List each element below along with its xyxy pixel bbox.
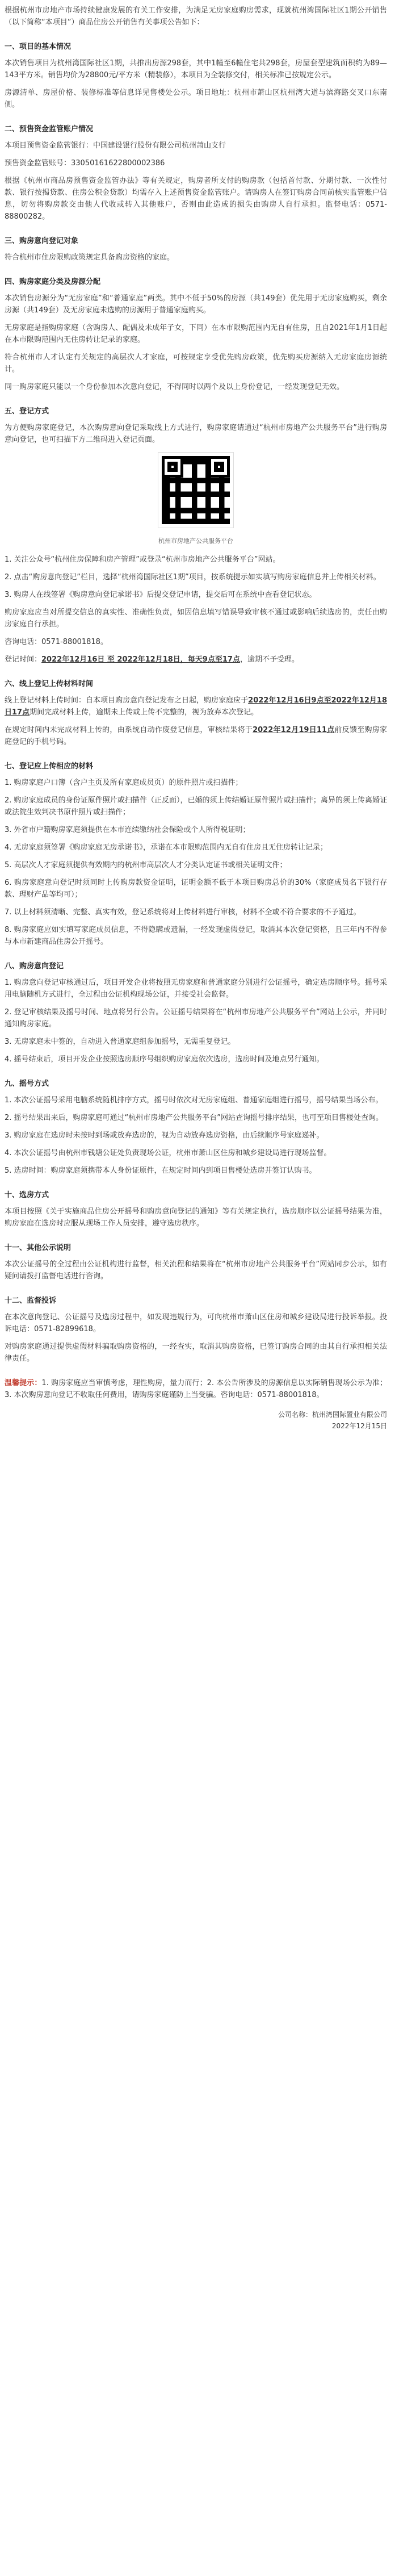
section-title: 九、摇号方式 (5, 1080, 49, 1088)
label: 登记时间： (5, 655, 42, 664)
paragraph: 本项目预售资金监管银行：中国建设银行股份有限公司杭州萧山支行 (5, 141, 226, 150)
text: 前反馈至购房家庭登记的手机号码。 (5, 726, 387, 746)
paragraph: 无房家庭是指购房家庭（含购房人、配偶及未成年子女，下同）在本市限购范围内无自有住房，且自2021年1月1日起在本市限购范围内无住房转让记录的家庭。 (5, 324, 387, 344)
section-title: 四、购房家庭分类及房源分配 (5, 278, 101, 286)
section-registration-target (5, 235, 387, 264)
section-title: 六、线上登记上传材料时间 (5, 680, 94, 688)
text: ，逾期不予受理。 (239, 655, 299, 664)
section-other-notes (5, 1242, 387, 1282)
paragraph: 1. 购房意向登记审核通过后，项目开发企业将按照无房家庭和普通家庭分别进行公证摇号，确定选房顺序号。摇号采用电脑随机方式进行，全过程由公证机构现场公证，并接受社会监督。 (5, 978, 387, 999)
list-item: 7. 以上材料须清晰、完整、真实有效，登记系统将对上传材料进行审核，材料不全或不符合要求的不予通过。 (5, 908, 361, 917)
paragraph: 本次公证摇号的全过程由公证机构进行监督，相关流程和结果将在“杭州市房地产公共服务平台”网站同步公示，如有疑问请拨打监督电话进行咨询。 (5, 1260, 387, 1281)
company-name: 公司名称：杭州湾国际置业有限公司 (278, 1411, 387, 1419)
paragraph: 咨询电话：0571-88001818。 (5, 638, 108, 646)
registration-time (5, 654, 387, 666)
paragraph: 4. 本次公证摇号由杭州市钱塘公证处负责现场公证，杭州市萧山区住房和城乡建设局进行现场监督。 (5, 1149, 331, 1157)
text: 在规定时间内未完成材料上传的，由系统自动作废登记信息，审核结果将于 (5, 726, 253, 734)
paragraph (5, 695, 387, 718)
notice-text: 1. 购房家庭应当审慎考虑，理性购房，量力而行；2. 本公告所涉及的房源信息以实际销售现场公示为准；3. 本次购房意向登记不收取任何费用，请购房家庭谨防上当受骗。咨询电话：0571-88001818。 (5, 1379, 387, 1399)
intro-paragraph: 根据杭州市房地产市场持续健康发展的有关工作安排，为满足无房家庭购房需求，现就杭州湾国际社区1期公开销售（以下简称“本项目”）商品住房公开销售有关事项公告如下： (5, 6, 387, 27)
paragraph (5, 724, 387, 748)
section-lottery-method (5, 1078, 387, 1177)
highlighted-time: 2022年12月16日9点至2022年12月18日17点 (5, 696, 387, 717)
paragraph: 房源清单、房屋价格、装修标准等信息详见售楼处公示。项目地址：杭州市萧山区杭州湾大道与滨海路交叉口东南侧。 (5, 89, 387, 109)
paragraph: 根据《杭州市商品房预售资金监管办法》等有关规定，购房者所支付的购房款（包括首付款、分期付款、一次性付款、银行按揭贷款、住房公积金贷款）均需存入上述预售资金监管账户。请购房人在签订购房合同前核实监管账户信息，切勿将购房款交由他人代收或转入其他账户，否则由此造成的损失由购房人自行承担。监督电话：0571-88800282。 (5, 177, 387, 221)
list-item: 3. 外省市户籍购房家庭须提供在本市连续缴纳社会保险或个人所得税证明； (5, 826, 250, 834)
list-item: 2. 购房家庭成员的身份证原件照片或扫描件（正反面），已婚的须上传结婚证原件照片或扫描件；离异的须上传离婚证或法院生效判决书原件照片或扫描件； (5, 796, 387, 817)
paragraph: 2. 摇号结果出来后，购房家庭可通过“杭州市房地产公共服务平台”网站查询摇号排序结果，也可至项目售楼处查询。 (5, 1114, 384, 1122)
list-item: 4. 无房家庭须签署《购房家庭无房承诺书》，承诺在本市限购范围内无自有住房且无住房转让记录； (5, 843, 328, 852)
section-required-materials (5, 760, 387, 948)
section-title: 十、选房方式 (5, 1191, 49, 1199)
highlighted-time: 2022年12月19日11点 (253, 726, 335, 734)
footer (5, 1409, 387, 1432)
qr-block (5, 453, 387, 547)
paragraph: 4. 摇号结束后，项目开发企业按照选房顺序号组织购房家庭依次选房，选房时间及地点另行通知。 (5, 1055, 324, 1064)
qr-code-icon[interactable] (158, 453, 233, 528)
paragraph: 1. 本次公证摇号采用电脑系统随机排序方式，摇号时依次对无房家庭组、普通家庭组进行摇号，摇号结果当场公布。 (5, 1096, 383, 1105)
paragraph: 符合杭州市住房限购政策规定具备购房资格的家庭。 (5, 253, 175, 262)
list-item: 1. 购房家庭户口簿（含户主页及所有家庭成员页）的原件照片或扫描件； (5, 779, 243, 787)
paragraph: 同一购房家庭只能以一个身份参加本次意向登记，不得同时以两个及以上身份登记，一经发现登记无效。 (5, 383, 344, 391)
section-registration-method (5, 405, 387, 666)
section-selection-method (5, 1189, 387, 1230)
section-title: 十二、监督投诉 (5, 1297, 57, 1305)
section-title: 一、项目的基本情况 (5, 43, 72, 51)
paragraph: 5. 选房时间：购房家庭须携带本人身份证原件，在规定时间内到项目售楼处选房并签订认购书。 (5, 1166, 317, 1175)
paragraph: 对购房家庭通过提供虚假材料骗取购房资格的，一经查实，取消其购房资格，已签订购房合同的由其自行承担相关法律责任。 (5, 1343, 387, 1363)
section-title: 八、购房意向登记 (5, 962, 64, 971)
qr-caption: 杭州市房地产公共服务平台 (158, 537, 233, 545)
paragraph: 3. 无房家庭未中签的，自动进入普通家庭组参加摇号，无需重复登记。 (5, 1038, 236, 1046)
publish-date: 2022年12月15日 (331, 1422, 387, 1430)
paragraph: 购房家庭应当对所提交信息的真实性、准确性负责，如因信息填写错误导致审核不通过或影响后续选房的，责任由购房家庭自行承担。 (5, 608, 387, 629)
section-family-classification (5, 276, 387, 393)
section-title: 五、登记方式 (5, 407, 49, 416)
section-escrow-account (5, 123, 387, 223)
paragraph: 为方便购房家庭登记，本次购房意向登记采取线上方式进行，购房家庭请通过“杭州市房地产公共服务平台”进行购房意向登记，也可扫描下方二维码进入登记页面。 (5, 424, 387, 444)
paragraph: 2. 登记审核结果及摇号时间、地点将另行公告。公证摇号结果将在“杭州市房地产公共服务平台”网站上公示，并同时通知购房家庭。 (5, 1008, 387, 1028)
paragraph: 2. 点击“购房意向登记”栏目，选择“杭州湾国际社区1期”项目，按系统提示如实填写购房家庭信息并上传相关材料。 (5, 573, 381, 582)
section-title: 七、登记应上传相应的材料 (5, 762, 94, 771)
highlighted-time: 2022年12月16日 至 2022年12月18日，每天9点至17点 (41, 655, 240, 664)
paragraph: 在本次意向登记、公证摇号及选房过程中，如发现违规行为，可向杭州市萧山区住房和城乡建设局进行投诉举报。投诉电话：0571-82899618。 (5, 1313, 387, 1333)
notice-paragraph (5, 1377, 387, 1401)
paragraph: 1. 关注公众号“杭州住房保障和房产管理”或登录“杭州市房地产公共服务平台”网站。 (5, 555, 280, 564)
list-item: 6. 购房家庭意向登记时须同时上传购房款资金证明，证明金额不低于本项目购房总价的30%（家庭成员名下银行存款、理财产品等均可）； (5, 879, 387, 899)
paragraph: 本次销售房源分为“无房家庭”和“普通家庭”两类。其中不低于50%的房源（共149套）优先用于无房家庭购买，剩余房源（共149套）及无房家庭未选购的房源用于普通家庭购买。 (5, 294, 387, 315)
section-title: 十一、其他公示说明 (5, 1244, 72, 1252)
section-supervision (5, 1295, 387, 1365)
section-purchase-registration (5, 960, 387, 1065)
section-project-info (5, 41, 387, 111)
section-title: 三、购房意向登记对象 (5, 237, 79, 245)
paragraph: 3. 购房人在线签署《购房意向登记承诺书》后提交登记申请，提交后可在系统中查看登记状态。 (5, 591, 317, 599)
paragraph: 3. 购房家庭在选房时未按时到场或放弃选房的，视为自动放弃选房资格，由后续顺序号家庭递补。 (5, 1131, 324, 1140)
paragraph: 符合杭州市人才认定有关规定的高层次人才家庭，可按规定享受优先购房政策，优先购买房源纳入无房家庭房源统计。 (5, 353, 387, 374)
section-upload-time (5, 678, 387, 748)
text: 线上登记材料上传时间：自本项目购房意向登记发布之日起，购房家庭应于 (5, 696, 249, 705)
paragraph: 本项目按照《关于实施商品住房公开摇号和购房意向登记的通知》等有关规定执行，选房顺序以公证摇号结果为准，购房家庭在选房时应服从现场工作人员安排，遵守选房秩序。 (5, 1207, 387, 1228)
paragraph: 预售资金监管账号：33050161622800002386 (5, 159, 165, 168)
text: 期间完成材料上传，逾期未上传或上传不完整的，视为放弃本次登记。 (30, 708, 259, 717)
section-title: 二、预售资金监管账户情况 (5, 125, 94, 133)
notice-label: 温馨提示： (5, 1379, 42, 1387)
list-item: 5. 高层次人才家庭须提供有效期内的杭州市高层次人才分类认定证书或相关证明文件； (5, 861, 287, 869)
paragraph: 本次销售项目为杭州湾国际社区1期，共推出房源298套，其中1幢至6幢住宅共298套，房屋套型建筑面积约为89—143平方米。销售均价为28800元/平方米（精装修），本项目为全装修交付，相关标准已按规定公示。 (5, 59, 387, 80)
list-item: 8. 购房家庭应如实填写家庭成员信息，不得隐瞒或遗漏，一经发现虚假登记，取消其本次登记资格，且三年内不得参与本市新建商品住房公开摇号。 (5, 926, 387, 946)
